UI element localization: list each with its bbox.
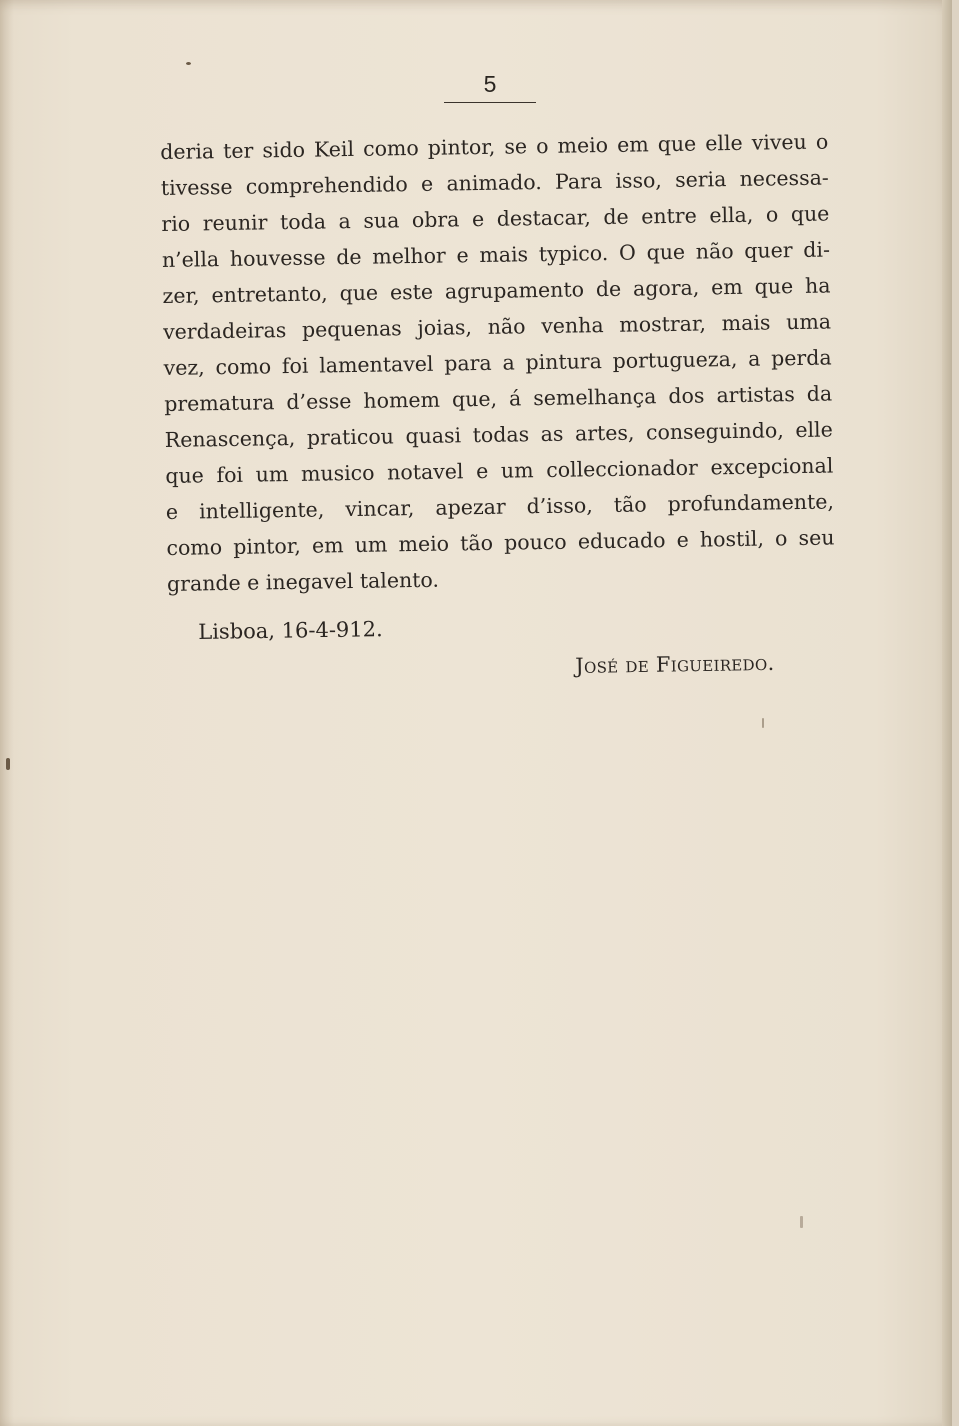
page-gutter-shadow <box>0 0 14 1426</box>
dateline: Lisboa, 16-4-912. <box>198 617 383 644</box>
author-signature: José de Figueiredo. <box>575 650 775 678</box>
paper-speck <box>6 758 10 770</box>
paper-speck <box>800 1216 803 1228</box>
text-line: e intelligente, vincar, apezar d’isso, tão profundamente, <box>165 489 835 524</box>
text-line: vez, como foi lamentavel para a pintura portugueza, a perda <box>163 345 832 380</box>
text-line: tivesse comprehendido e animado. Para isso, seria necessa- <box>160 165 829 200</box>
text-line: Renascença, praticou quasi todas as artes, conseguindo, elle <box>164 417 833 452</box>
paper-speck <box>186 62 191 65</box>
page-number: 5 <box>444 70 536 103</box>
text-line: deria ter sido Keil como pintor, se o meio em que elle viveu o <box>160 129 829 164</box>
text-line: prematura d’esse homem que, á semelhança dos artistas da <box>164 381 833 416</box>
text-line: verdadeiras pequenas joias, não venha mostrar, mais uma <box>162 309 832 344</box>
text-line: n’ella houvesse de melhor e mais typico. O que não quer di- <box>161 237 831 272</box>
text-line: grande e inegavel talento. <box>166 567 440 596</box>
page-edge <box>942 0 952 1426</box>
text-line: que foi um musico notavel e um colleccionador excepcional <box>165 453 834 488</box>
body-paragraph <box>160 124 835 602</box>
paper-speck <box>762 718 764 728</box>
text-line: zer, entretanto, que este agrupamento de agora, em que ha <box>162 273 831 308</box>
text-line: como pintor, em um meio tão pouco educado e hostil, o seu <box>166 525 835 560</box>
text-line: rio reunir toda a sua obra e destacar, de entre ella, o que <box>161 201 830 236</box>
